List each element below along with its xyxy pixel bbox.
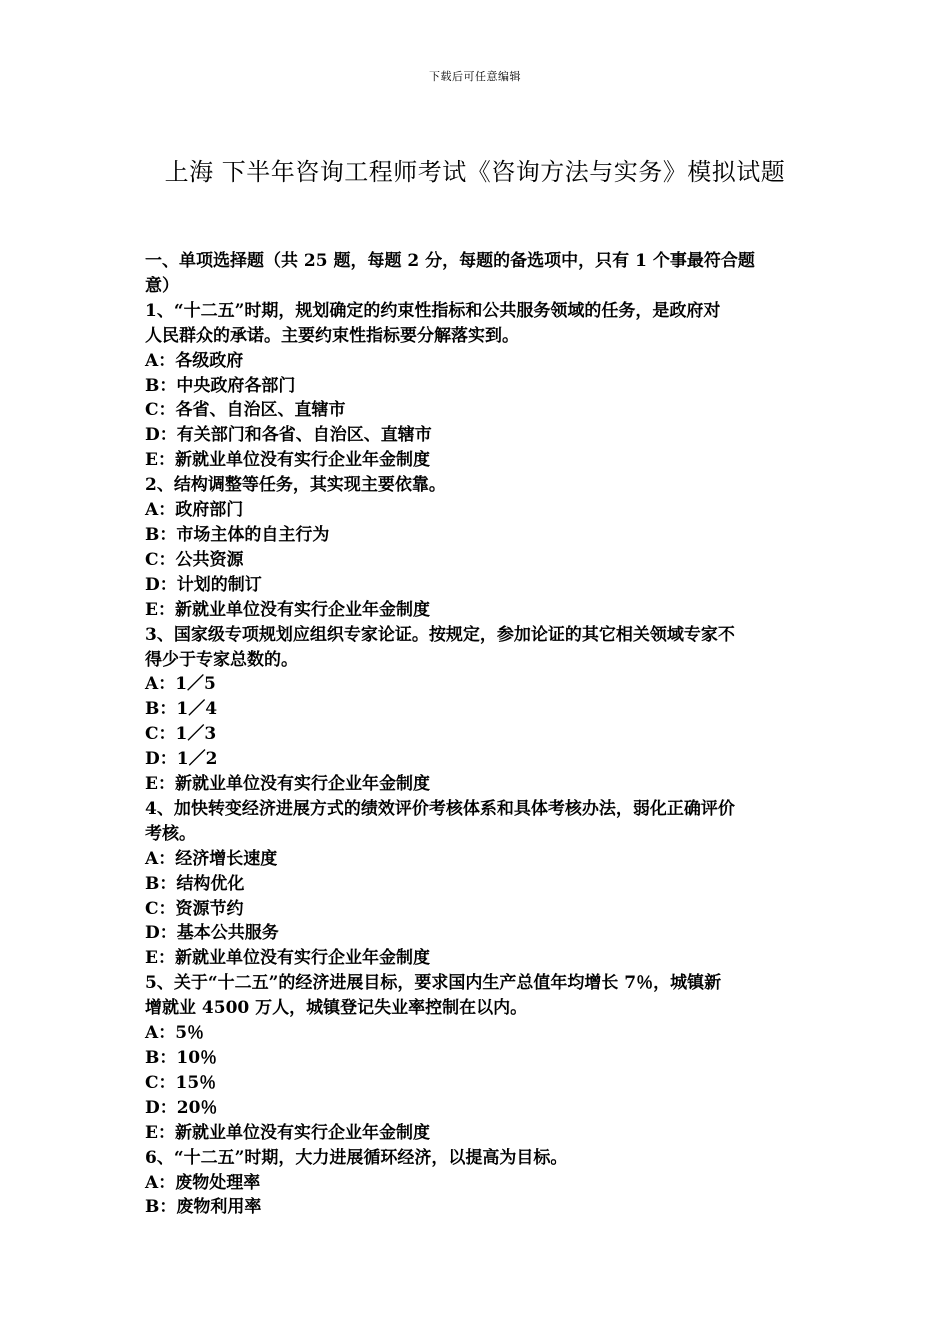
text-line: D：1／2 bbox=[145, 749, 218, 770]
text-line: E：新就业单位没有实行企业年金制度 bbox=[145, 774, 430, 795]
text-line: E：新就业单位没有实行企业年金制度 bbox=[145, 948, 430, 969]
text-line: A：政府部门 bbox=[145, 500, 244, 521]
text-line: 意） bbox=[145, 275, 179, 296]
text-line: 增就业 4500 万人，城镇登记失业率控制在以内。 bbox=[145, 998, 528, 1019]
text-line: 得少于专家总数的。 bbox=[145, 649, 298, 670]
text-line: B：10％ bbox=[145, 1048, 218, 1068]
document-title: 上海 下半年咨询工程师考试《咨询方法与实务》模拟试题 bbox=[164, 158, 786, 186]
text-line: 考核。 bbox=[145, 823, 196, 844]
text-line: 4、加快转变经济进展方式的绩效评价考核体系和具体考核办法，弱化正确评价 bbox=[145, 798, 735, 819]
text-line: C：1／3 bbox=[145, 724, 217, 745]
text-line: A：各级政府 bbox=[145, 350, 244, 371]
text-line: E：新就业单位没有实行企业年金制度 bbox=[145, 599, 430, 620]
document-body bbox=[145, 249, 810, 1220]
text-line: B：结构优化 bbox=[145, 873, 245, 894]
text-line: 2、结构调整等任务，其实现主要依靠。 bbox=[145, 475, 446, 496]
text-line: 3、国家级专项规划应组织专家论证。按规定，参加论证的其它相关领域专家不 bbox=[145, 624, 735, 645]
text-line: 1、“十二五”时期，规划确定的约束性指标和公共服务领域的任务，是政府对 bbox=[145, 300, 721, 321]
page-header-note: 下载后可任意编辑 bbox=[429, 70, 521, 83]
text-line: B：废物利用率 bbox=[145, 1197, 262, 1218]
text-line: E：新就业单位没有实行企业年金制度 bbox=[145, 1122, 430, 1143]
text-line: C：公共资源 bbox=[145, 549, 244, 570]
text-line: A：5％ bbox=[145, 1023, 205, 1044]
text-line: C：资源节约 bbox=[145, 898, 244, 919]
text-line: D：基本公共服务 bbox=[145, 923, 279, 944]
text-line: 人民群众的承诺。主要约束性指标要分解落实到。 bbox=[145, 325, 519, 346]
text-line: D：计划的制订 bbox=[145, 574, 262, 595]
text-line: C：15％ bbox=[145, 1072, 217, 1093]
text-line: C：各省、自治区、直辖市 bbox=[145, 400, 346, 421]
text-line: E：新就业单位没有实行企业年金制度 bbox=[145, 450, 430, 471]
text-line: A：废物处理率 bbox=[145, 1172, 261, 1193]
text-line: A：经济增长速度 bbox=[145, 848, 278, 869]
text-line: 一、单项选择题（共 25 题，每题 2 分，每题的备选项中，只有 1 个事最符合题 bbox=[145, 251, 755, 271]
text-line: 6、“十二五”时期，大力进展循环经济，以提高为目标。 bbox=[145, 1147, 568, 1168]
text-line: A：1／5 bbox=[145, 674, 216, 695]
text-line: B：1／4 bbox=[145, 699, 218, 720]
text-line: D：20％ bbox=[145, 1097, 218, 1118]
text-line: 5、关于“十二五”的经济进展目标，要求国内生产总值年均增长 7％，城镇新 bbox=[145, 973, 722, 994]
text-line: D：有关部门和各省、自治区、直辖市 bbox=[145, 425, 432, 446]
text-line: B：市场主体的自主行为 bbox=[145, 524, 330, 545]
text-line: B：中央政府各部门 bbox=[145, 375, 296, 396]
